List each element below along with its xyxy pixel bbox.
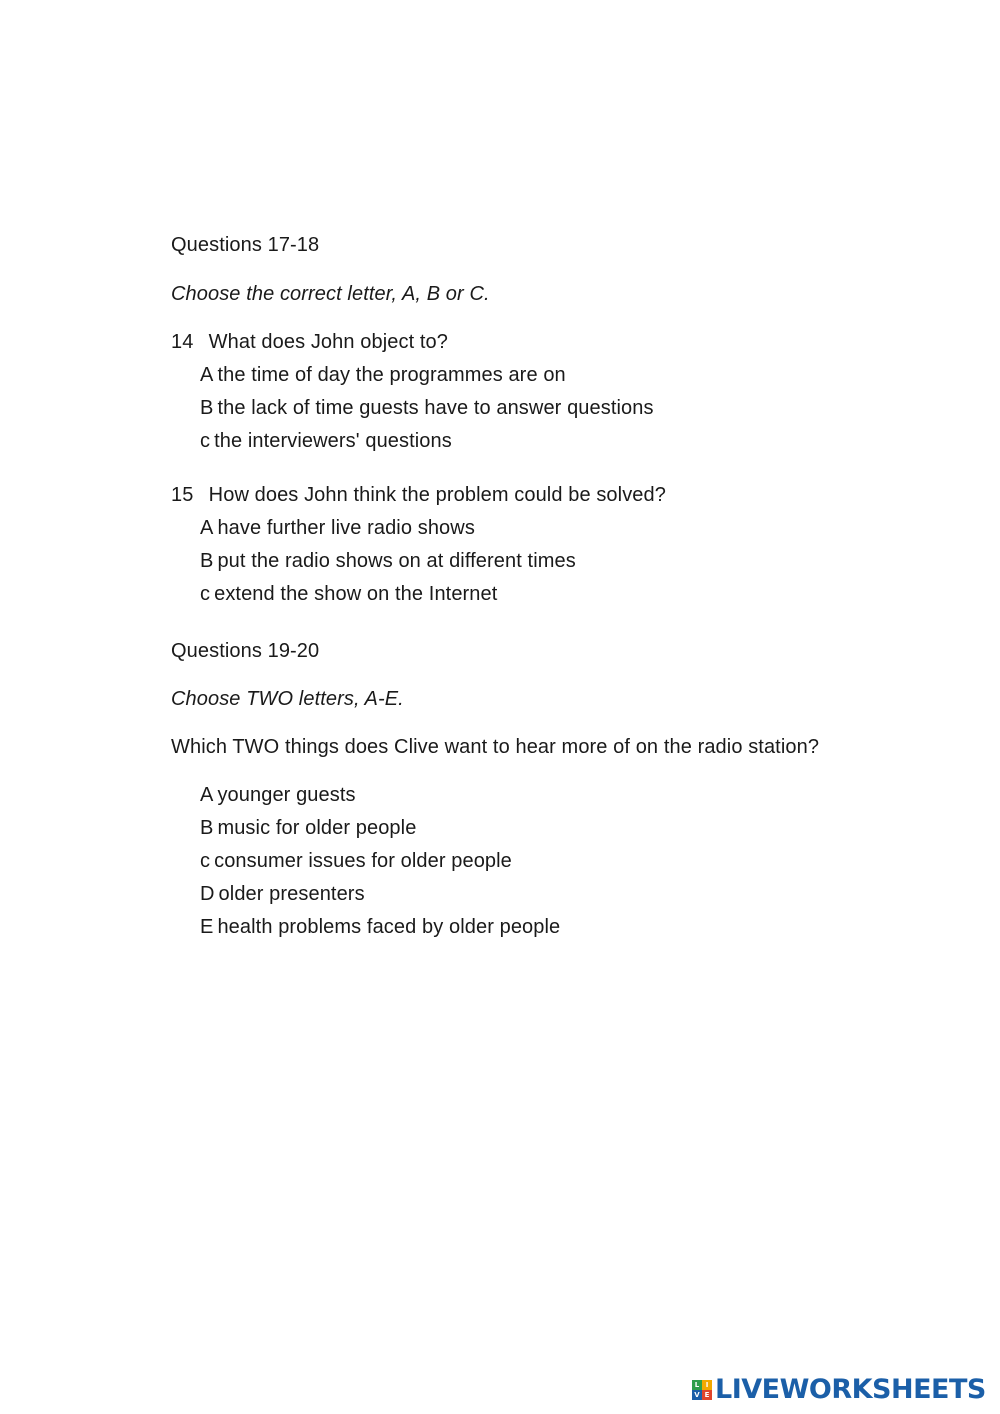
answer-option-d[interactable] [200,881,365,907]
question-number: 15 [171,484,194,506]
option-text: older presenters [218,883,365,905]
answer-option-c[interactable] [200,581,497,607]
logo-mark-cell: E [702,1390,712,1400]
section-instruction [171,686,404,712]
option-letter: A [200,784,214,806]
question-stem: What does John object to? [208,331,448,353]
question-stem [171,734,819,760]
section-instruction [171,281,490,307]
logo-mark-icon [692,1380,712,1400]
option-letter: c [200,583,211,605]
section-heading [171,232,319,258]
option-text: have further live radio shows [217,517,475,539]
option-letter: B [200,397,214,419]
logo-mark-cell: V [692,1390,702,1400]
section-heading-text: Questions 19-20 [171,640,320,662]
option-letter: B [200,817,214,839]
option-text: the interviewers' questions [214,430,452,452]
answer-option-b[interactable] [200,815,416,841]
answer-option-e[interactable] [200,914,560,940]
section-heading-text: Questions 17-18 [171,234,320,256]
instruction-text: Choose the correct letter, A, B or C. [171,283,490,305]
question-number: 14 [171,331,194,353]
logo-mark-cell: L [692,1380,702,1390]
logo-mark-cell: I [702,1380,712,1390]
answer-option-a[interactable] [200,515,475,541]
answer-option-c[interactable] [200,428,452,454]
option-letter: c [200,430,211,452]
option-text: put the radio shows on at different times [217,550,576,572]
section-heading [171,638,319,664]
option-text: the time of day the programmes are on [217,364,566,386]
option-text: the lack of time guests have to answer questions [217,397,654,419]
answer-option-b[interactable] [200,548,576,574]
option-letter: A [200,517,214,539]
liveworksheets-logo[interactable] [692,1375,986,1405]
option-letter: A [200,364,214,386]
option-text: consumer issues for older people [214,850,512,872]
instruction-text: Choose TWO letters, A-E. [171,688,404,710]
option-letter: B [200,550,214,572]
answer-option-b[interactable] [200,395,654,421]
answer-option-a[interactable] [200,782,356,808]
answer-option-a[interactable] [200,362,566,388]
option-letter: D [200,883,215,905]
option-letter: c [200,850,211,872]
option-text: extend the show on the Internet [214,583,498,605]
question-stem: How does John think the problem could be solved? [208,484,666,506]
option-letter: E [200,916,214,938]
option-text: music for older people [217,817,417,839]
answer-option-c[interactable] [200,848,512,874]
question-15 [171,482,666,508]
question-text: Which TWO things does Clive want to hear more of on the radio station? [171,736,820,758]
question-14 [171,329,448,355]
logo-text: LIVEWORKSHEETS [715,1374,986,1405]
option-text: health problems faced by older people [217,916,561,938]
option-text: younger guests [217,784,356,806]
